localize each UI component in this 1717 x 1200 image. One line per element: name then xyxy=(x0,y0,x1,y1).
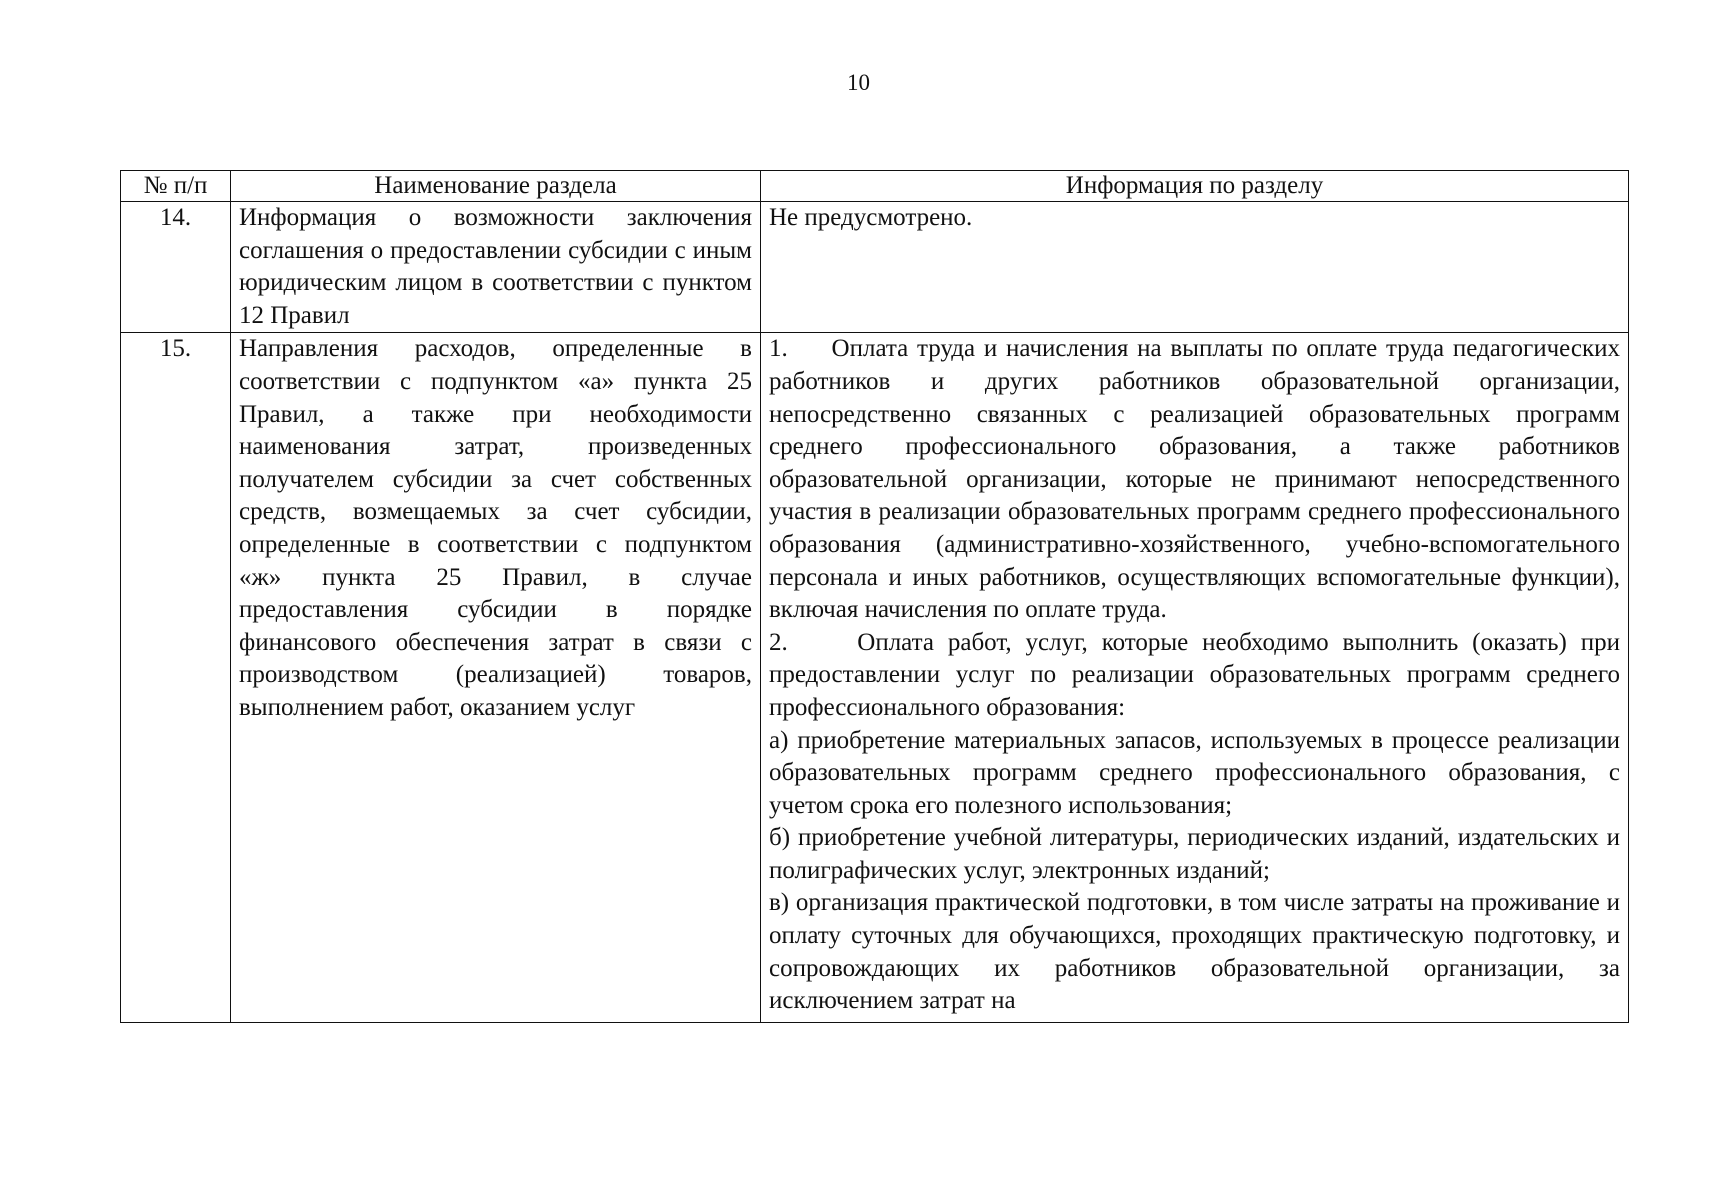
info-paragraph: Не предусмотрено. xyxy=(769,204,973,231)
row-section-info xyxy=(761,202,1629,333)
page-number: 10 xyxy=(847,70,870,95)
row-number: 14. xyxy=(121,202,231,333)
info-paragraph: а) приобретение материальных запасов, используемых в процессе реализации образовательных программ среднего профессионального образования, с учетом срока его полезного использования; xyxy=(769,726,1620,819)
info-table xyxy=(120,170,1629,1023)
table-row xyxy=(121,333,1629,1023)
row-number: 15. xyxy=(121,333,231,1023)
info-paragraph: б) приобретение учебной литературы, периодических изданий, издательских и полиграфических услуг, электронных изданий; xyxy=(769,824,1620,884)
header-section-info: Информация по разделу xyxy=(761,171,1629,202)
row-section-name: Информация о возможности заключения соглашения о предоставлении субсидии с иным юридическим лицом в соответствии с пунктом 12 Правил xyxy=(231,202,761,333)
header-section-name: Наименование раздела xyxy=(231,171,761,202)
table-row xyxy=(121,202,1629,333)
info-paragraph: 1. Оплата труда и начисления на выплаты по оплате труда педагогических работников и других работников образовательной организации, непосредственно связанных с реализацией образовательных программ среднего профессионального образования, а также работников образовательной организации, которые не принимают непосредственного участия в реализации образовательных программ среднего профессионального образования (административно-хозяйственного, учебно-вспомогательного персонала и иных работников, осуществляющих вспомогательные функции), включая начисления по оплате труда. xyxy=(769,335,1620,624)
info-paragraph: 2. Оплата работ, услуг, которые необходимо выполнить (оказать) при предоставлении услуг по реализации образовательных программ среднего профессионального образования: xyxy=(769,628,1620,721)
row-section-name: Направления расходов, определенные в соответствии с подпунктом «а» пункта 25 Правил, а также при необходимости наименования затрат, произведенных получателем субсидии за счет собственных средств, возмещаемых за счет субсидии, определенные в соответствии с подпунктом «ж» пункта 25 Правил, в случае предоставления субсидии в порядке финансового обеспечения затрат в связи с производством (реализацией) товаров, выполнением работ, оказанием услуг xyxy=(231,333,761,1023)
info-paragraph: в) организация практической подготовки, в том числе затраты на проживание и оплату суточных для обучающихся, проходящих практическую подготовку, и сопровождающих их работников образовательной организации, за исключением затрат на xyxy=(769,889,1620,1015)
header-number: № п/п xyxy=(121,171,231,202)
table-header-row xyxy=(121,171,1629,202)
row-section-info xyxy=(761,333,1629,1023)
